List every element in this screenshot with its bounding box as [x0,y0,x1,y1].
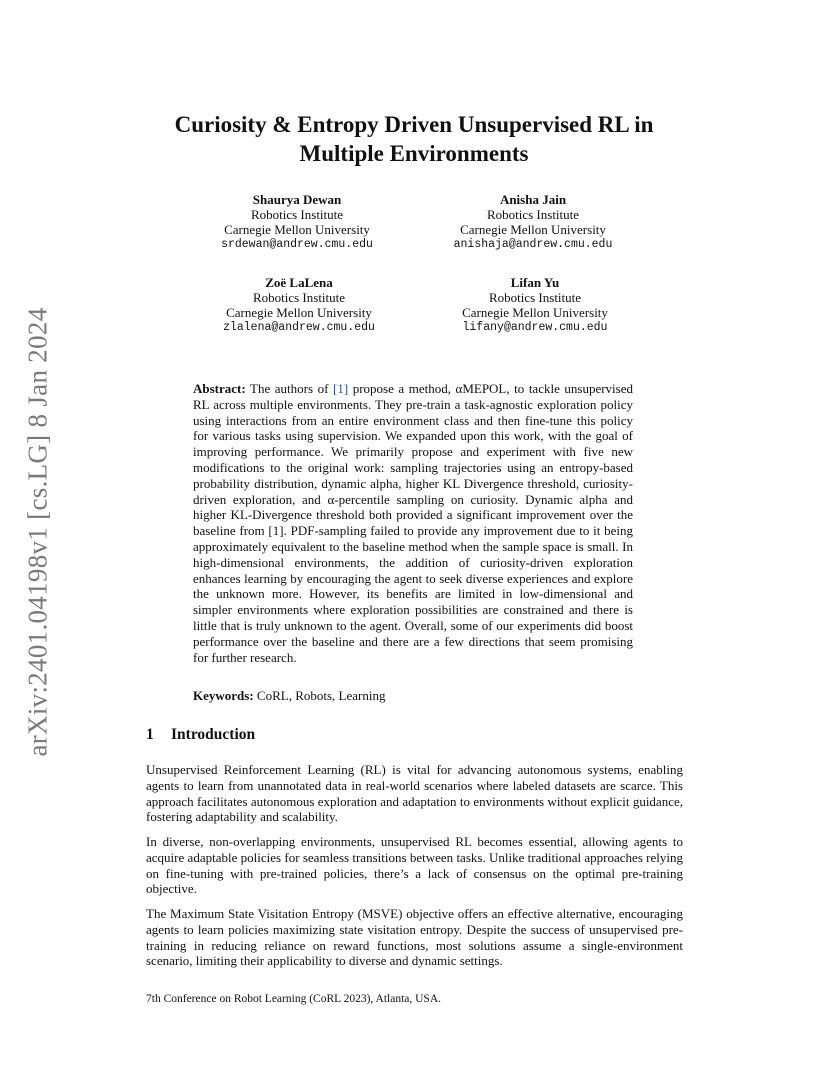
author-dept: Robotics Institute [252,290,346,305]
abstract-text-start: The authors of [245,381,333,396]
author-dept: Robotics Institute [250,207,344,222]
paper-title [0,110,828,168]
abstract-label: Abstract: [193,381,246,396]
author-block [167,192,427,252]
citation-link[interactable]: [1] [332,381,349,396]
author-name: Anisha Jain [499,192,567,207]
author-name: Shaurya Dewan [252,192,342,207]
keywords [193,688,385,704]
author-university: Carnegie Mellon University [224,222,370,237]
author-email[interactable]: zlalena@andrew.cmu.edu [223,321,375,334]
author-block [403,192,663,252]
section-title: Introduction [171,726,256,743]
keywords-text: CoRL, Robots, Learning [253,688,386,703]
abstract [193,381,633,665]
title-line-1: Curiosity & Entropy Driven Unsupervised RL in [174,112,654,137]
author-block [405,275,665,335]
keywords-label: Keywords: [193,688,254,703]
author-block [169,275,429,335]
author-university: Carnegie Mellon University [226,305,372,320]
author-university: Carnegie Mellon University [462,305,608,320]
author-email[interactable]: anishaja@andrew.cmu.edu [453,238,613,251]
body-paragraph: Unsupervised Reinforcement Learning (RL) is vital for advancing autonomous systems, enabling agents to learn from unannotated data in real-world scenarios where labeled datasets are scarce. This approach facilitates autonomous exploration and adaptation to environments without explicit guidance, fostering adaptability and scalability. [146,762,683,825]
author-email[interactable]: lifany@andrew.cmu.edu [462,321,608,334]
author-dept: Robotics Institute [488,290,582,305]
body-paragraph: In diverse, non-overlapping environments, unsupervised RL becomes essential, allowing agents to acquire adaptable policies for seamless transitions between tasks. Unlike traditional approaches relying on fine-tuning with pre-trained policies, there’s a lack of consensus on the optimal pre-training objective. [146,834,683,897]
arxiv-stamp: arXiv:2401.04198v1 [cs.LG] 8 Jan 2024 [22,307,53,757]
conference-footer: 7th Conference on Robot Learning (CoRL 2023), Atlanta, USA. [146,993,442,1005]
title-line-2: Multiple Environments [299,141,529,166]
section-number: 1 [146,726,154,743]
abstract-text: propose a method, αMEPOL, to tackle unsupervised RL across multiple environments. They pre-train a task-agnostic exploration policy using interactions from an entire environment class and then fine-tune this policy for various tasks using supervision. We expanded upon this work, with the goal of improving performance. We primarily propose and experiment with five new modifications to the original work: sampling trajectories using an entropy-based probability distribution, dynamic alpha, higher KL Divergence threshold, curiosity-driven exploration, and α-percentile sampling on curiosity. Dynamic alpha and higher KL-Divergence threshold both provided a significant improvement over the baseline from [1]. PDF-sampling failed to provide any improvement due to it being approximately equivalent to the baseline method when the sample space is small. In high-dimensional environments, the addition of curiosity-driven exploration enhances learning by encouraging the agent to seek diverse experiences and explore the unknown more. However, its benefits are limited in low-dimensional and simpler environments where exploration possibilities are constrained and there is little that is truly unknown to the agent. Overall, some of our experiments did boost performance over the baseline and there are a few directions that seem promising for further research. [193,381,634,665]
author-university: Carnegie Mellon University [460,222,606,237]
author-name: Zoë LaLena [265,275,333,290]
author-name: Lifan Yu [510,275,560,290]
author-dept: Robotics Institute [486,207,580,222]
body-paragraph: The Maximum State Visitation Entropy (MSVE) objective offers an effective alternative, encouraging agents to learn policies maximizing state visitation entropy. Despite the success of unsupervised pre-training in reducing reliance on reward functions, most solutions assume a single-environment scenario, limiting their applicability to diverse and dynamic settings. [146,906,683,969]
section-heading [146,726,255,744]
author-email[interactable]: srdewan@andrew.cmu.edu [221,238,373,251]
